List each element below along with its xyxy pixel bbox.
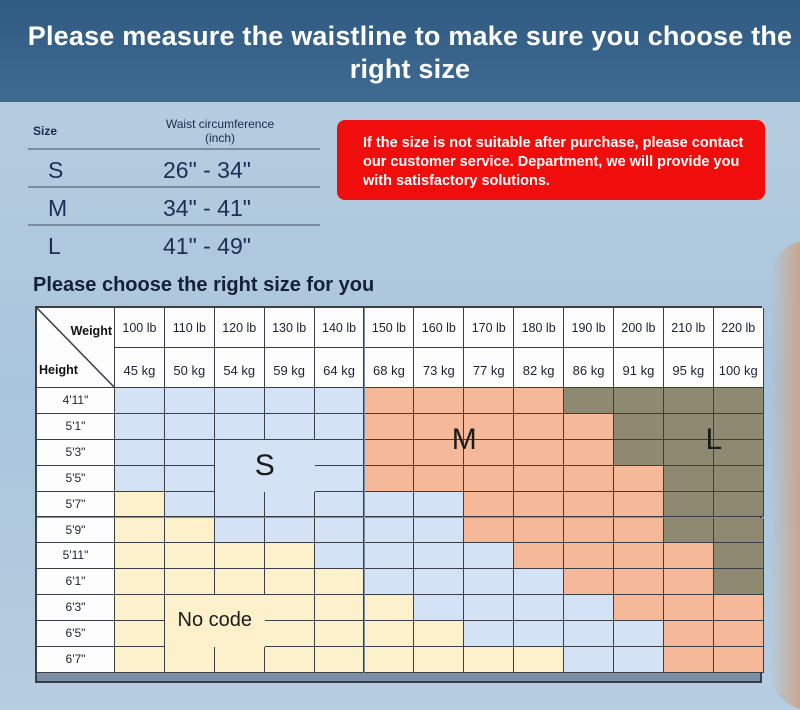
size-cell-m [365,388,415,414]
weight-lb-header: 160 lb [414,308,464,348]
size-cell-n [115,569,165,595]
size-cell-m [514,492,564,518]
size-cell-s [215,492,265,518]
size-cell-s [614,647,664,673]
size-cell-s [514,621,564,647]
size-cell-s [265,388,315,414]
size-label: L [48,233,61,259]
weight-lb-header: 180 lb [514,308,564,348]
size-cell-n [165,518,215,544]
size-cell-n [365,595,415,621]
size-cell-l [664,466,714,492]
weight-lb-header: 220 lb [714,308,764,348]
weight-kg-header: 82 kg [514,348,564,388]
size-cell-s [215,388,265,414]
size-cell-s [165,440,215,466]
size-cell-m [564,440,614,466]
size-cell-m [614,518,664,544]
size-cell-m [614,543,664,569]
size-cell-m [564,414,614,440]
height-row-label: 4'11" [37,388,115,414]
size-cell-l [714,492,764,518]
height-row-label: 6'1" [37,569,115,595]
size-cell-n [265,621,315,647]
size-cell-s [464,543,514,569]
size-cell-l [714,466,764,492]
size-cell-m [365,440,415,466]
size-cell-s [115,466,165,492]
size-cell-n [165,569,215,595]
size-cell-s [365,569,415,595]
size-row-l [28,224,320,262]
size-cell-s [414,518,464,544]
size-cell-s [315,518,365,544]
waist-range: 26" - 34" [163,157,251,183]
height-row-label: 5'11" [37,543,115,569]
size-cell-s [414,595,464,621]
size-cell-s [265,414,315,440]
page-header [0,0,800,102]
grid-corner [37,308,115,388]
size-cell-s [315,466,365,492]
model-figure [770,240,800,710]
size-cell-l [614,388,664,414]
size-row-s [28,148,320,186]
size-cell-s [165,492,215,518]
size-cell-s [365,518,415,544]
size-cell-m [514,518,564,544]
weight-lb-header: 110 lb [165,308,215,348]
size-chart-grid [35,306,762,683]
size-cell-l [664,492,714,518]
size-cell-m [664,595,714,621]
weight-lb-header: 170 lb [464,308,514,348]
size-cell-s [414,492,464,518]
size-cell-l [614,440,664,466]
height-row-label: 5'1" [37,414,115,440]
size-cell-s [414,543,464,569]
size-cell-m [514,388,564,414]
size-cell-s [315,492,365,518]
size-cell-n [315,647,365,673]
size-cell-n [265,543,315,569]
page-title: Please measure the waistline to make sure you choose the right size [27,21,793,84]
size-cell-s [315,414,365,440]
size-cell-n [115,518,165,544]
height-row-label: 5'3" [37,440,115,466]
weight-kg-header: 73 kg [414,348,464,388]
size-cell-s [514,595,564,621]
size-cell-s [365,543,415,569]
size-cell-n [115,492,165,518]
size-cell-s [265,518,315,544]
weight-kg-header: 45 kg [115,348,165,388]
height-row-label: 5'9" [37,518,115,544]
size-cell-n [265,647,315,673]
height-row-label: 5'7" [37,492,115,518]
size-cell-s [464,595,514,621]
size-cell-n [265,595,315,621]
size-cell-s [564,595,614,621]
size-cell-s [564,621,614,647]
size-cell-n [165,543,215,569]
size-cell-m [614,569,664,595]
chart-title: Please choose the right size for you [33,274,375,296]
size-cell-m [464,388,514,414]
size-cell-s [115,388,165,414]
size-label: S [48,157,64,183]
size-cell-n [215,647,265,673]
size-cell-l [664,388,714,414]
size-cell-n [115,647,165,673]
size-cell-s [115,440,165,466]
size-cell-s [165,414,215,440]
size-cell-m [664,569,714,595]
size-cell-s [365,492,415,518]
weight-lb-header: 130 lb [265,308,315,348]
size-cell-s [115,414,165,440]
size-cell-n [215,569,265,595]
region-label-m: M [451,422,477,456]
waist-range: 41" - 49" [163,233,251,259]
size-cell-s [564,647,614,673]
size-cell-m [514,414,564,440]
waist-column-header: Waist circumference (inch) [165,117,275,145]
weight-kg-header: 64 kg [315,348,365,388]
size-cell-n [414,647,464,673]
height-row-label: 5'5" [37,466,115,492]
weight-lb-header: 140 lb [315,308,365,348]
size-cell-n [414,621,464,647]
size-cell-m [664,621,714,647]
weight-kg-header: 54 kg [215,348,265,388]
size-cell-m [414,466,464,492]
height-row-label: 6'7" [37,647,115,673]
size-column-header: Size [33,124,58,138]
weight-kg-header: 68 kg [365,348,415,388]
size-cell-s [215,414,265,440]
size-cell-s [614,621,664,647]
weight-kg-header: 50 kg [165,348,215,388]
size-cell-s [165,388,215,414]
waist-range: 34" - 41" [163,195,251,221]
size-cell-m [564,543,614,569]
size-cell-s [215,518,265,544]
size-cell-m [664,543,714,569]
weight-kg-header: 91 kg [614,348,664,388]
size-cell-m [564,569,614,595]
size-cell-m [614,466,664,492]
size-cell-m [514,466,564,492]
height-row-label: 6'3" [37,595,115,621]
size-cell-s [464,621,514,647]
size-cell-n [365,621,415,647]
weight-kg-header: 59 kg [265,348,315,388]
weight-kg-header: 95 kg [664,348,714,388]
size-cell-n [215,543,265,569]
weight-lb-header: 210 lb [664,308,714,348]
size-cell-m [464,492,514,518]
weight-lb-header: 200 lb [614,308,664,348]
size-cell-s [514,569,564,595]
size-cell-m [714,595,764,621]
weight-kg-header: 86 kg [564,348,614,388]
size-cell-m [564,518,614,544]
size-label: M [48,195,68,221]
weight-kg-header: 77 kg [464,348,514,388]
size-cell-n [115,595,165,621]
size-cell-l [664,518,714,544]
size-cell-s [315,440,365,466]
size-cell-n [115,543,165,569]
region-label-l: L [705,422,723,456]
size-cell-l [614,414,664,440]
weight-lb-header: 100 lb [115,308,165,348]
region-label-n: No code [165,595,265,647]
size-cell-n [315,595,365,621]
size-cell-s [315,543,365,569]
size-cell-m [464,466,514,492]
region-label-s: S [215,440,315,492]
height-axis-label: Height [39,363,78,377]
size-cell-s [265,492,315,518]
weight-lb-header: 150 lb [365,308,415,348]
size-cell-m [714,621,764,647]
customer-service-notice: If the size is not suitable after purchase, please contact our customer service. Department, we will provide you with satisfactory solutions. [337,120,765,200]
size-cell-s [165,466,215,492]
height-row-label: 6'5" [37,621,115,647]
size-cell-m [564,492,614,518]
size-cell-l [714,388,764,414]
size-cell-l [564,388,614,414]
size-cell-m [464,518,514,544]
size-cell-n [514,647,564,673]
size-cell-m [365,414,415,440]
size-cell-n [464,647,514,673]
size-cell-l [714,518,764,544]
size-cell-n [315,569,365,595]
size-cell-l [714,569,764,595]
size-cell-n [315,621,365,647]
size-cell-m [664,647,714,673]
size-cell-m [414,388,464,414]
size-cell-m [614,595,664,621]
weight-kg-header: 100 kg [714,348,764,388]
size-cell-s [315,388,365,414]
size-cell-n [265,569,315,595]
size-cell-s [464,569,514,595]
size-row-m [28,186,320,224]
size-cell-m [514,440,564,466]
size-cell-m [365,466,415,492]
size-cell-n [165,647,215,673]
weight-axis-label: Weight [70,324,112,338]
size-cell-m [714,647,764,673]
weight-lb-header: 120 lb [215,308,265,348]
size-cell-n [115,621,165,647]
size-cell-s [414,569,464,595]
size-cell-l [714,543,764,569]
size-cell-m [564,466,614,492]
size-cell-n [365,647,415,673]
weight-lb-header: 190 lb [564,308,614,348]
size-cell-m [614,492,664,518]
size-cell-m [514,543,564,569]
